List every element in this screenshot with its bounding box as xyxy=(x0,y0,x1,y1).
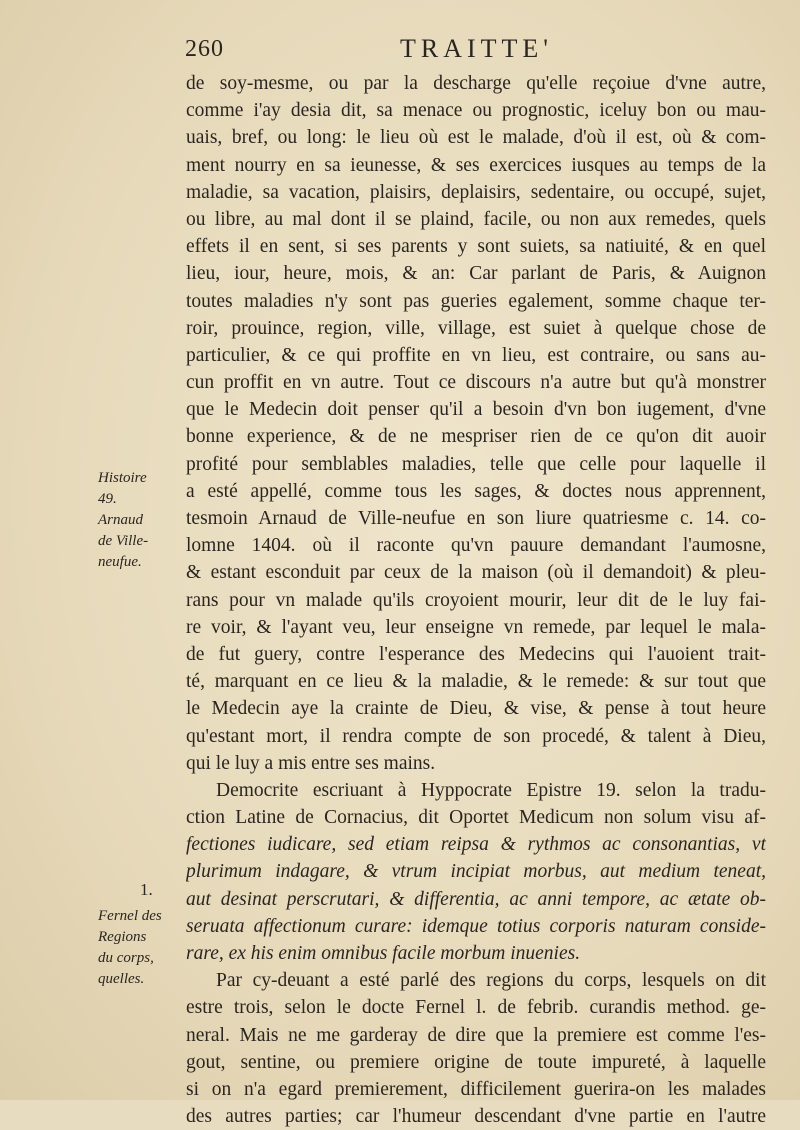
text-line: que le Medecin doit penser qu'il a besoin d'vn bon iugement, d'vne xyxy=(186,399,766,421)
margin-note-line: de Ville- xyxy=(98,533,149,549)
text-line: maladie, sa vacation, plaisirs, deplaisirs, sedentaire, ou occupé, sujet, xyxy=(186,181,766,203)
text-line: lomne 1404. où il raconte qu'vn pauure demandant l'aumosne, xyxy=(186,535,766,557)
margin-note-number: 1. xyxy=(140,880,153,899)
running-title: TRAITTE' xyxy=(400,34,553,63)
text-line: lieu, iour, heure, mois, & an: Car parlant de Paris, & Auignon xyxy=(186,263,766,285)
text-line: ou libre, au mal dont il se plaind, facile, ou non aux remedes, quels xyxy=(186,208,766,230)
text-line: toutes maladies n'y sont pas gueries egalement, somme chaque ter- xyxy=(186,290,766,312)
text-line: tesmoin Arnaud de Ville-neufue en son liure quatriesme c. 14. co- xyxy=(186,508,766,529)
text-line: gout, sentine, ou premiere origine de toute impureté, à laquelle xyxy=(186,1051,766,1073)
margin-note-line: Histoire xyxy=(98,470,147,486)
text-line: qu'estant mort, il rendra compte de son procedé, & talent à Dieu, xyxy=(186,725,766,747)
text-line: Par cy-deuant a esté parlé des regions du corps, lesquels on dit xyxy=(216,970,766,992)
text-line: ction Latine de Cornacius, dit Oportet Medicum non solum visu af- xyxy=(186,807,766,829)
margin-note-line: Arnaud xyxy=(98,512,143,528)
margin-note-line: quelles. xyxy=(98,971,145,987)
text-line: & estant esconduit par ceux de la maison (où il demandoit) & pleu- xyxy=(186,562,766,584)
text-line: rans pour vn malade qu'ils croyoient mourir, leur dit de le luy fai- xyxy=(186,589,766,611)
text-line: effets il en sent, si ses parents y sont suiets, sa natiuité, & en quel xyxy=(186,236,766,258)
latin-quote-line: aut desinat perscrutari, & differentia, ac anni tempore, ac ætate ob- xyxy=(186,888,766,910)
text-line: uais, bref, ou long: le lieu où est le malade, d'où il est, où & com- xyxy=(186,127,766,149)
text-line: profité pour semblables maladies, telle que celle pour laquelle il xyxy=(186,453,766,475)
margin-note-line: du corps, xyxy=(98,950,154,966)
page-header xyxy=(0,28,800,68)
text-line: comme i'ay desia dit, sa menace ou prognostic, iceluy bon ou mau- xyxy=(186,100,766,122)
text-line: le Medecin aye la crainte de Dieu, & vise, & pense à tout heure xyxy=(186,698,766,720)
text-line: de fut guery, contre l'esperance des Medecins qui l'auoient trait- xyxy=(186,643,766,665)
text-line: de soy-mesme, ou par la descharge qu'elle reçoiue d'vne autre, xyxy=(186,73,766,94)
latin-quote-line: seruata affectionum curare: idemque totius corporis naturam conside- xyxy=(186,915,766,937)
margin-note-line: neufue. xyxy=(98,554,142,570)
text-line: roir, prouince, region, ville, village, est suiet à quelque chose de xyxy=(186,317,766,339)
text-line: ment nourry en sa ieunesse, & ses exercices iusques au temps de la xyxy=(186,154,766,176)
latin-quote-line: rare, ex his enim omnibus facile morbum inuenies. xyxy=(186,943,581,964)
text-line: neral. Mais ne me garderay de dire que la premiere est comme l'es- xyxy=(186,1024,766,1046)
text-line: re voir, & l'ayant veu, leur enseigne vn remede, par lequel le mala- xyxy=(186,616,766,638)
text-line: si on n'a egard premierement, difficilement guerira-on les malades xyxy=(186,1078,766,1100)
text-line: Democrite escriuant à Hyppocrate Epistre 19. selon la tradu- xyxy=(216,779,766,801)
text-line: bonne experience, & de ne mespriser rien de ce qu'on dit auoir xyxy=(186,426,766,448)
latin-quote-line: plurimum indagare, & vtrum incipiat morbus, aut medium teneat, xyxy=(186,861,766,883)
margin-note-line: Fernel des xyxy=(98,908,162,924)
margin-note-histoire xyxy=(98,468,178,573)
text-line: a esté appellé, comme tous les sages, & doctes nous apprennent, xyxy=(186,480,766,502)
margin-note-line: Regions xyxy=(98,929,147,945)
margin-note-fernel xyxy=(98,906,178,990)
text-line: des autres parties; car l'humeur descendant d'vne partie en l'autre xyxy=(186,1106,766,1128)
text-line: té, marquant en ce lieu & la maladie, & le remede: & sur tout que xyxy=(186,671,766,693)
margin-note-line: 49. xyxy=(98,491,117,507)
body-text xyxy=(186,70,766,1130)
text-line: particulier, & ce qui proffite en vn lieu, est contraire, ou sans au- xyxy=(186,344,766,366)
text-line: qui le luy a mis entre ses mains. xyxy=(186,752,436,774)
text-line: cun proffit en vn autre. Tout ce discours n'a autre but qu'à monstrer xyxy=(186,372,766,394)
latin-quote-line: fectiones iudicare, sed etiam reipsa & rythmos ac consonantias, vt xyxy=(186,834,766,856)
text-line: estre trois, selon le docte Fernel l. de febrib. curandis method. ge- xyxy=(186,997,766,1019)
page-number: 260 xyxy=(185,36,224,62)
